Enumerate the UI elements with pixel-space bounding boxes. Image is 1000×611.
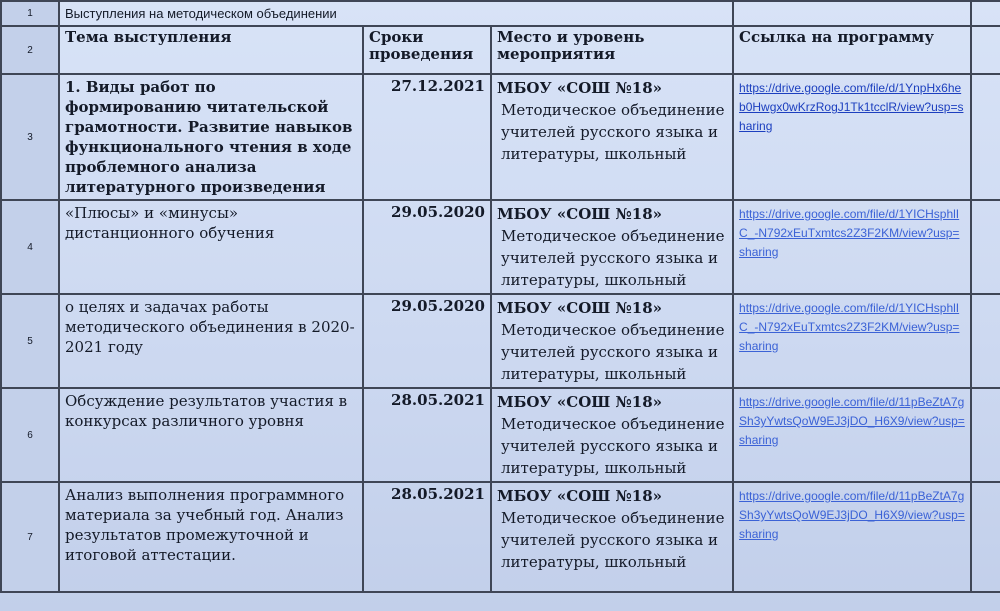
org-name: МБОУ «СОШ №18» xyxy=(497,299,663,317)
header-place[interactable]: Место и уровень мероприятия xyxy=(491,26,733,74)
table-row xyxy=(1,388,1000,482)
empty-cell[interactable] xyxy=(971,388,1000,482)
date-cell[interactable]: 27.12.2021 xyxy=(363,74,491,200)
date-cell[interactable]: 28.05.2021 xyxy=(363,482,491,592)
program-link[interactable]: https://drive.google.com/file/d/1YICHsphlIC_-N792xEuTxmtcs2Z3F2KM/view?usp=sharing xyxy=(739,207,960,259)
link-cell[interactable] xyxy=(733,74,971,200)
topic-cell[interactable]: Обсуждение результатов участия в конкурсах различного уровня xyxy=(59,388,363,482)
empty-cell[interactable] xyxy=(971,26,1000,74)
row-header[interactable]: 4 xyxy=(1,200,59,294)
row-header[interactable]: 7 xyxy=(1,482,59,592)
place-cell[interactable] xyxy=(491,482,733,592)
empty-cell[interactable] xyxy=(971,200,1000,294)
sheet-title-cell[interactable]: Выступления на методическом объединении xyxy=(59,1,733,26)
table-row xyxy=(1,294,1000,388)
date-cell[interactable]: 28.05.2021 xyxy=(363,388,491,482)
topic-cell[interactable]: «Плюсы» и «минусы» дистанционного обучения xyxy=(59,200,363,294)
topic-cell[interactable]: Анализ выполнения программного материала за учебный год. Анализ результатов промежуточной и итоговой аттестации. xyxy=(59,482,363,592)
date-cell[interactable]: 29.05.2020 xyxy=(363,294,491,388)
place-description: Методическое объединение учителей русского языка и литературы, школьный xyxy=(501,101,725,163)
topic-cell[interactable]: о целях и задачах работы методического объединения в 2020-2021 году xyxy=(59,294,363,388)
program-link[interactable]: https://drive.google.com/file/d/1YnpHx6heb0Hwgx0wKrzRogJ1Tk1tcclR/view?usp=sharing xyxy=(739,81,964,133)
empty-cell[interactable] xyxy=(971,74,1000,200)
place-description: Методическое объединение учителей русского языка и литературы, школьный xyxy=(501,321,725,383)
empty-cell[interactable] xyxy=(733,1,971,26)
place-description: Методическое объединение учителей русского языка и литературы, школьный xyxy=(501,509,725,571)
link-cell[interactable] xyxy=(733,200,971,294)
org-name: МБОУ «СОШ №18» xyxy=(497,205,663,223)
header-topic[interactable]: Тема выступления xyxy=(59,26,363,74)
place-cell[interactable] xyxy=(491,294,733,388)
program-link[interactable]: https://drive.google.com/file/d/11pBeZtA7gSh3yYwtsQoW9EJ3jDO_H6X9/view?usp=sharing xyxy=(739,395,965,447)
date-cell[interactable]: 29.05.2020 xyxy=(363,200,491,294)
org-name: МБОУ «СОШ №18» xyxy=(497,487,663,505)
org-name: МБОУ «СОШ №18» xyxy=(497,79,663,97)
place-description: Методическое объединение учителей русского языка и литературы, школьный xyxy=(501,415,725,477)
row-header[interactable]: 1 xyxy=(1,1,59,26)
row-header[interactable]: 5 xyxy=(1,294,59,388)
link-cell[interactable] xyxy=(733,294,971,388)
table-row xyxy=(1,482,1000,592)
link-cell[interactable] xyxy=(733,388,971,482)
table-row xyxy=(1,74,1000,200)
row-1 xyxy=(1,1,1000,26)
header-link[interactable]: Ссылка на программу xyxy=(733,26,971,74)
topic-cell[interactable]: 1. Виды работ по формированию читательской грамотности. Развитие навыков функционального чтения в ходе проблемного анализа литературного произведения xyxy=(59,74,363,200)
empty-cell[interactable] xyxy=(971,482,1000,592)
row-header[interactable]: 3 xyxy=(1,74,59,200)
header-row xyxy=(1,26,1000,74)
row-header[interactable]: 2 xyxy=(1,26,59,74)
place-cell[interactable] xyxy=(491,74,733,200)
link-cell[interactable] xyxy=(733,482,971,592)
place-cell[interactable] xyxy=(491,388,733,482)
table-row xyxy=(1,200,1000,294)
empty-cell[interactable] xyxy=(971,1,1000,26)
program-link[interactable]: https://drive.google.com/file/d/11pBeZtA7gSh3yYwtsQoW9EJ3jDO_H6X9/view?usp=sharing xyxy=(739,489,965,541)
program-link[interactable]: https://drive.google.com/file/d/1YICHsphlIC_-N792xEuTxmtcs2Z3F2KM/view?usp=sharing xyxy=(739,301,960,353)
empty-cell[interactable] xyxy=(971,294,1000,388)
org-name: МБОУ «СОШ №18» xyxy=(497,393,663,411)
place-cell[interactable] xyxy=(491,200,733,294)
header-dates[interactable]: Сроки проведения xyxy=(363,26,491,74)
row-header[interactable]: 6 xyxy=(1,388,59,482)
place-description: Методическое объединение учителей русского языка и литературы, школьный xyxy=(501,227,725,289)
